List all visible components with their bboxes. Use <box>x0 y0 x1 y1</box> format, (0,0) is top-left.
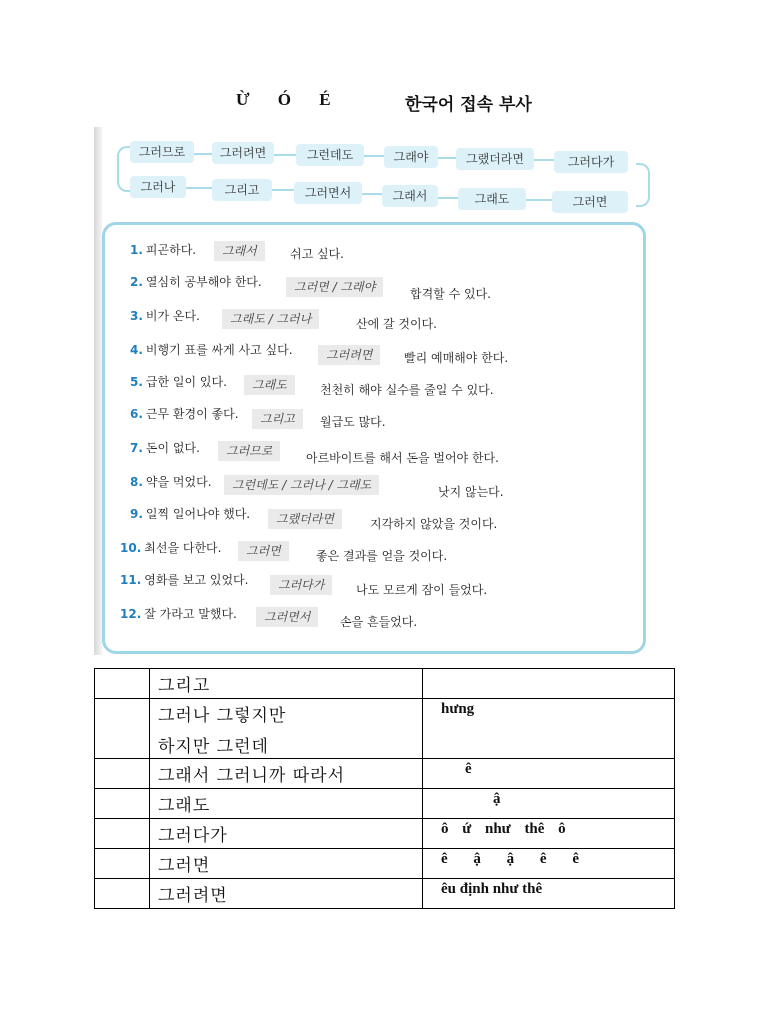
exercise-item <box>130 473 212 493</box>
exercise-answer: 그러다가 <box>270 575 332 595</box>
table-row <box>95 669 675 699</box>
exercise-number: 3. <box>130 309 143 323</box>
table-row <box>95 789 675 819</box>
exercise-sentence-end: 천천히 해야 실수를 줄일 수 있다. <box>320 383 494 397</box>
korean-text: 그리고 <box>158 676 211 696</box>
exercise-item <box>130 505 250 525</box>
row-number-cell <box>95 879 150 909</box>
conjunction-chip: 그래야 <box>384 146 438 168</box>
meaning-cell: ê ậ ậ ê ê <box>423 849 675 879</box>
exercise-number: 2. <box>130 275 143 289</box>
exercise-number: 10. <box>120 541 142 555</box>
korean-text: 그러다가 <box>158 826 228 846</box>
meaning-cell: êu định như thê <box>423 879 675 909</box>
chip-connector <box>272 189 294 191</box>
korean-cell <box>150 669 423 699</box>
exercise-item <box>120 539 221 559</box>
exercise-sentence-end: 낫지 않는다. <box>438 485 504 499</box>
exercise-sentence-end: 월급도 많다. <box>320 415 386 429</box>
exercise-answer: 그래서 <box>214 241 265 261</box>
chip-connector <box>274 154 296 156</box>
chip-connector <box>362 193 382 195</box>
meaning-cell: ô ứ như thê ô <box>423 819 675 849</box>
korean-cell <box>150 759 423 789</box>
meaning-cell: ê <box>423 759 675 789</box>
conjunction-chip: 그리고 <box>212 179 272 201</box>
exercise-sentence-start: 비행기 표를 싸게 사고 싶다. <box>145 343 293 357</box>
exercise-item <box>120 571 248 591</box>
conjunction-chip: 그래도 <box>458 188 526 210</box>
meaning-cell: ậ <box>423 789 675 819</box>
chip-connector <box>438 157 456 159</box>
row-number-cell <box>95 699 150 759</box>
conjunction-table <box>94 668 675 909</box>
title-korean: 한국어 접속 부사 <box>405 95 532 115</box>
exercise-sentence-start: 열심히 공부해야 한다. <box>145 275 262 289</box>
exercise-number: 9. <box>130 507 143 521</box>
exercise-answer: 그리고 <box>252 409 303 429</box>
textbook-scan <box>94 127 636 655</box>
korean-cell <box>150 819 423 849</box>
korean-text: 그러려면 <box>158 886 228 906</box>
exercise-sentence-start: 비가 온다. <box>145 309 200 323</box>
korean-text: 그러나 그렇지만 <box>158 706 287 726</box>
title-vietnamese: Ừ Ó É <box>236 90 332 109</box>
row-number-cell <box>95 849 150 879</box>
exercise-sentence-start: 일찍 일어나야 했다. <box>145 507 251 521</box>
exercise-item <box>120 605 237 625</box>
exercise-answer: 그래도 <box>244 375 295 395</box>
exercise-item <box>130 241 196 261</box>
conjunction-chip: 그러려면 <box>212 142 274 164</box>
table-row <box>95 879 675 909</box>
table-row <box>95 819 675 849</box>
chip-connector <box>438 197 458 199</box>
conjunction-chip: 그랬더라면 <box>456 148 534 170</box>
exercise-sentence-end: 아르바이트를 해서 돈을 벌어야 한다. <box>306 451 499 465</box>
page-title <box>0 90 768 116</box>
korean-text: 그러면 <box>158 856 211 876</box>
exercise-item <box>130 273 262 293</box>
exercise-number: 8. <box>130 475 143 489</box>
conjunction-chip: 그런데도 <box>296 144 364 166</box>
table-row <box>95 849 675 879</box>
exercise-sentence-start: 근무 환경이 좋다. <box>145 407 239 421</box>
korean-cell <box>150 699 423 759</box>
exercise-sentence-start: 잘 가라고 말했다. <box>144 607 237 621</box>
exercise-number: 11. <box>120 573 142 587</box>
exercise-item <box>130 439 200 459</box>
exercise-answer: 그래도 / 그러나 <box>222 309 319 329</box>
exercise-answer: 그러려면 <box>318 345 380 365</box>
exercise-sentence-end: 산에 갈 것이다. <box>356 317 437 331</box>
exercise-item <box>130 341 293 361</box>
exercise-sentence-start: 영화를 보고 있었다. <box>144 573 249 587</box>
row-number-cell <box>95 819 150 849</box>
exercise-sentence-end: 쉬고 싶다. <box>290 247 344 261</box>
table-row <box>95 759 675 789</box>
exercise-item <box>130 307 200 327</box>
exercise-sentence-end: 빨리 예매해야 한다. <box>404 351 509 365</box>
chip-connector <box>194 153 212 155</box>
korean-text-line2: 하지만 그런데 <box>158 737 269 757</box>
korean-cell <box>150 879 423 909</box>
exercise-sentence-end: 지각하지 않았을 것이다. <box>370 517 498 531</box>
exercise-item <box>130 405 239 425</box>
exercise-sentence-end: 합격할 수 있다. <box>410 287 491 301</box>
exercise-answer: 그러면서 <box>256 607 318 627</box>
row-number-cell <box>95 669 150 699</box>
chip-connector <box>364 155 384 157</box>
row-number-cell <box>95 789 150 819</box>
korean-cell <box>150 849 423 879</box>
exercise-answer: 그러면 / 그래야 <box>286 277 383 297</box>
exercise-sentence-start: 급한 일이 있다. <box>145 375 227 389</box>
exercise-number: 6. <box>130 407 143 421</box>
exercise-number: 5. <box>130 375 143 389</box>
exercise-item <box>130 373 227 393</box>
exercise-sentence-start: 약을 먹었다. <box>145 475 212 489</box>
chip-connector <box>526 199 552 201</box>
conjunction-chip: 그러다가 <box>554 151 628 173</box>
table-row <box>95 699 675 759</box>
korean-text: 그래서 그러니까 따라서 <box>158 766 346 786</box>
exercise-answer: 그랬더라면 <box>268 509 342 529</box>
conjunction-chip: 그러므로 <box>130 141 194 163</box>
meaning-cell: hưng <box>423 699 675 759</box>
conjunction-chip: 그러나 <box>130 176 186 198</box>
exercise-sentence-start: 피곤하다. <box>145 243 197 257</box>
korean-text: 그래도 <box>158 796 211 816</box>
conjunction-chip: 그러면서 <box>294 182 362 204</box>
exercise-answer: 그런데도 / 그러나 / 그래도 <box>224 475 379 495</box>
exercise-sentence-end: 좋은 결과를 얻을 것이다. <box>316 549 448 563</box>
scan-page-edge <box>94 127 102 655</box>
korean-cell <box>150 789 423 819</box>
chip-connector-right <box>636 163 650 207</box>
chip-connector <box>186 187 212 189</box>
exercise-sentence-start: 최선을 다한다. <box>144 541 222 555</box>
exercise-number: 7. <box>130 441 143 455</box>
exercise-number: 4. <box>130 343 143 357</box>
exercise-number: 12. <box>120 607 142 621</box>
exercise-answer: 그러면 <box>238 541 289 561</box>
exercise-number: 1. <box>130 243 143 257</box>
exercise-sentence-end: 나도 모르게 잠이 들었다. <box>356 583 488 597</box>
chip-connector-left <box>117 146 131 192</box>
conjunction-chip: 그러면 <box>552 191 628 213</box>
meaning-cell <box>423 669 675 699</box>
exercise-answer: 그러므로 <box>218 441 280 461</box>
exercise-sentence-end: 손을 흔들었다. <box>340 615 418 629</box>
chip-connector <box>534 159 554 161</box>
exercise-sentence-start: 돈이 없다. <box>145 441 200 455</box>
conjunction-chip: 그래서 <box>382 185 438 207</box>
row-number-cell <box>95 759 150 789</box>
